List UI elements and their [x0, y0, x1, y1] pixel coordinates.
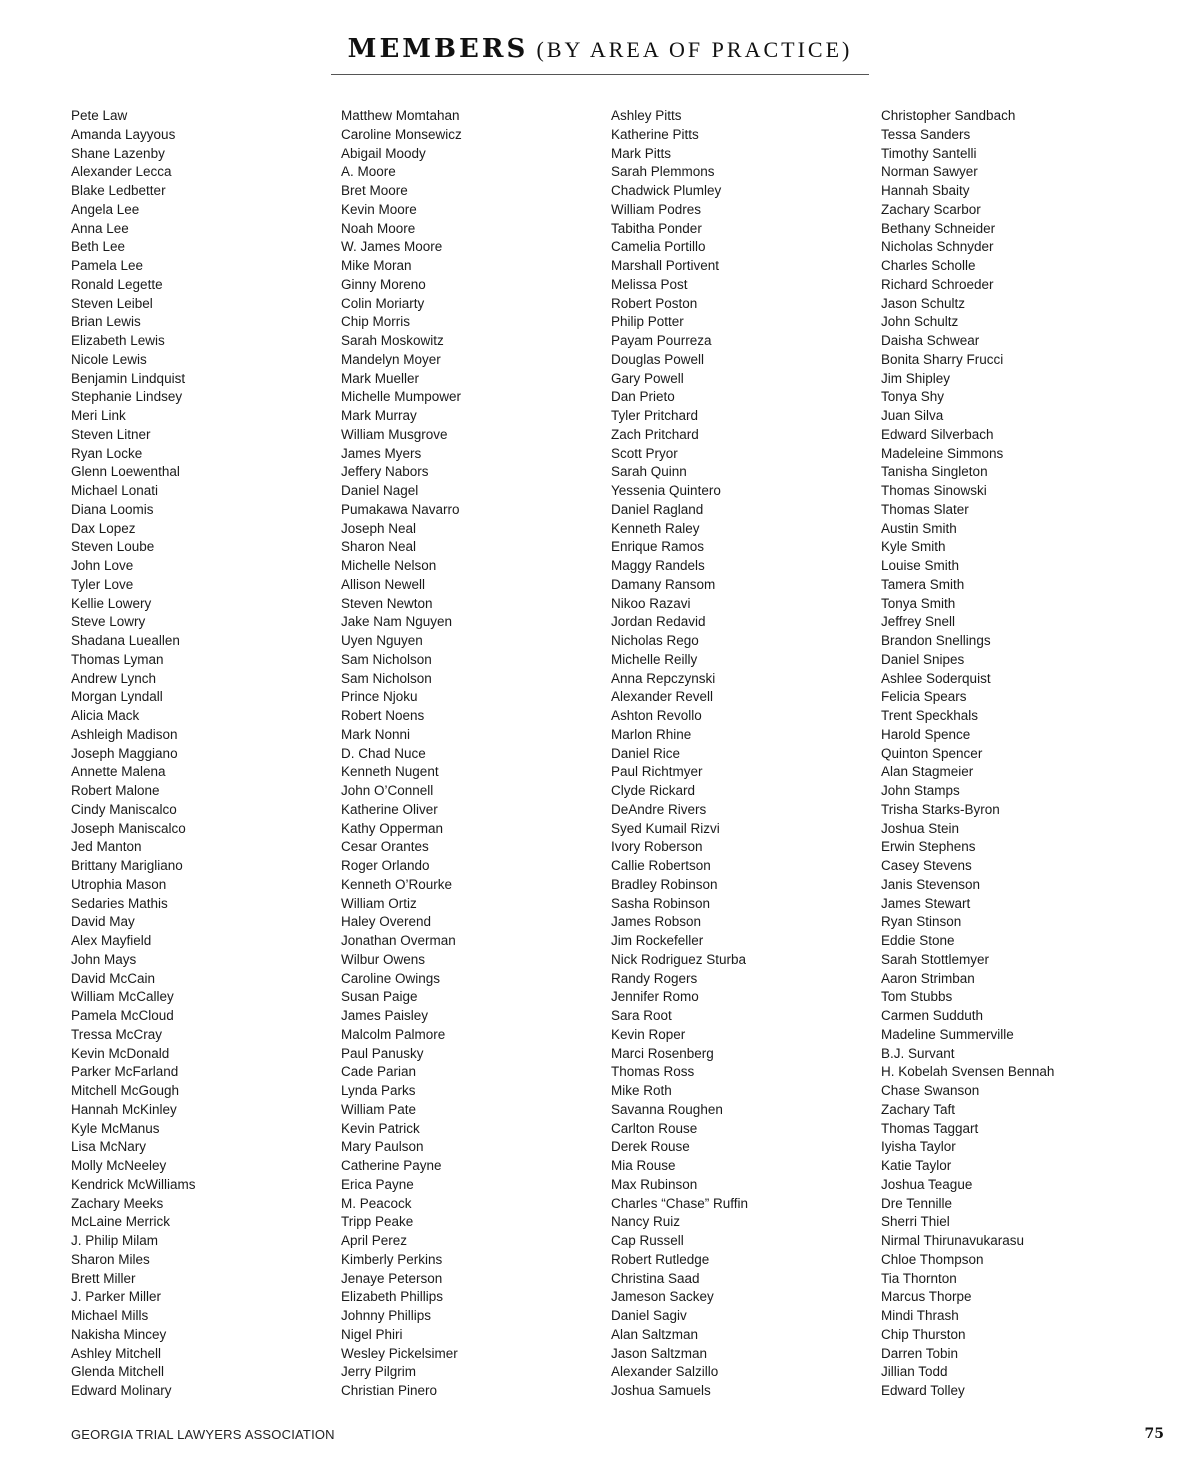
member-name: Chip Morris	[341, 314, 411, 330]
member-column-4	[881, 107, 1141, 1401]
member-name: Maggy Randels	[611, 558, 705, 573]
member-name: Sarah Plemmons	[611, 164, 715, 180]
member-name: Paul Panusky	[341, 1045, 424, 1061]
page-number: 75	[1144, 1426, 1164, 1442]
member-name: Cindy Maniscalco	[71, 801, 177, 817]
member-name: Alicia Mack	[71, 708, 140, 723]
footer-organization: GEORGIA TRIAL LAWYERS ASSOCIATION	[71, 1427, 335, 1442]
member-name: Joshua Stein	[881, 820, 960, 836]
member-name: Sam Nicholson	[341, 670, 432, 686]
member-name: William Ortiz	[341, 895, 417, 911]
member-name: Norman Sawyer	[881, 164, 978, 180]
member-name: Douglas Powell	[611, 351, 705, 367]
member-name: Caroline Monsewicz	[341, 126, 462, 142]
member-name: H. Kobelah Svensen Bennah	[881, 1064, 1055, 1080]
member-name: April Perez	[341, 1233, 408, 1248]
member-name: Alan Stagmeier	[881, 764, 974, 780]
member-column-2	[341, 107, 601, 1401]
member-name: Max Rubinson	[611, 1176, 698, 1192]
member-name: Ryan Stinson	[881, 914, 962, 930]
member-name: Zachary Meeks	[71, 1195, 164, 1211]
member-name: Madeline Summerville	[881, 1026, 1014, 1042]
member-name: Charles Scholle	[881, 258, 976, 273]
member-name: Marlon Rhine	[611, 726, 692, 742]
member-name: Payam Pourreza	[611, 333, 712, 348]
member-name: Tyler Love	[71, 576, 134, 592]
member-name: Christopher Sandbach	[881, 108, 1016, 123]
member-name: Sarah Stottlemyer	[881, 951, 990, 967]
member-name: Daniel Nagel	[341, 483, 419, 498]
member-name: Colin Moriarty	[341, 295, 425, 311]
member-name: Utrophia Mason	[71, 876, 167, 892]
member-name: Nicholas Rego	[611, 633, 699, 648]
member-name: Sharon Neal	[341, 539, 417, 555]
member-name: Mitchell McGough	[71, 1083, 180, 1098]
member-name: Tia Thornton	[881, 1270, 957, 1286]
member-name: Erwin Stephens	[881, 839, 976, 855]
title-divider	[331, 74, 869, 75]
member-name: James Robson	[611, 914, 702, 930]
member-name: Bethany Schneider	[881, 220, 996, 236]
member-name: Madeleine Simmons	[881, 445, 1004, 461]
member-name: Louise Smith	[881, 558, 960, 573]
member-name: Alexander Salzillo	[611, 1364, 719, 1380]
member-name: David May	[71, 914, 135, 930]
member-name: James Stewart	[881, 895, 971, 911]
member-name: Mark Murray	[341, 408, 417, 423]
member-name: Sedaries Mathis	[71, 895, 168, 911]
member-name: Ashleigh Madison	[71, 726, 178, 742]
member-name: Ryan Locke	[71, 445, 143, 461]
member-name: Robert Poston	[611, 295, 698, 311]
member-name: Thomas Taggart	[881, 1120, 979, 1136]
member-name: Dre Tennille	[881, 1195, 953, 1211]
member-name: Christina Saad	[611, 1270, 700, 1286]
member-name: Morgan Lyndall	[71, 689, 163, 705]
member-name: Kathy Opperman	[341, 820, 444, 836]
member-name: David McCain	[71, 970, 156, 986]
member-name: Ashton Revollo	[611, 708, 702, 723]
member-name: Jed Manton	[71, 839, 142, 855]
member-name: Pete Law	[71, 108, 128, 123]
member-name: Sara Root	[611, 1008, 672, 1023]
member-name: Jake Nam Nguyen	[341, 614, 453, 630]
member-name: Damany Ransom	[611, 576, 716, 592]
title-main: MEMBERS	[347, 34, 529, 64]
member-name: Mark Mueller	[341, 370, 420, 386]
member-name: Ginny Moreno	[341, 276, 426, 292]
member-name: Mia Rouse	[611, 1158, 676, 1173]
member-name: Andrew Lynch	[71, 670, 157, 686]
member-name: Jillian Todd	[881, 1364, 948, 1380]
member-name: Alexander Revell	[611, 689, 714, 705]
member-name: Iyisha Taylor	[881, 1139, 956, 1155]
member-name: Kenneth O’Rourke	[341, 876, 453, 892]
member-name: Daisha Schwear	[881, 333, 980, 348]
member-name: Tonya Smith	[881, 595, 956, 611]
member-name: Trent Speckhals	[881, 708, 979, 723]
member-name: Glenn Loewenthal	[71, 464, 180, 480]
member-name: Jameson Sackey	[611, 1289, 714, 1305]
member-name: Steven Litner	[71, 426, 151, 442]
member-name: Kevin Roper	[611, 1026, 686, 1042]
member-name: Alan Saltzman	[611, 1326, 699, 1342]
member-name: Blake Ledbetter	[71, 183, 166, 198]
member-name: Bret Moore	[341, 183, 408, 198]
member-name: Malcolm Palmore	[341, 1026, 446, 1042]
member-name: Mandelyn Moyer	[341, 351, 441, 367]
member-name: John O’Connell	[341, 783, 434, 798]
member-name: Susan Paige	[341, 989, 418, 1005]
member-name: Annette Malena	[71, 764, 166, 780]
member-name: Tyler Pritchard	[611, 408, 699, 423]
member-name: John Mays	[71, 951, 137, 967]
member-name: Steven Loube	[71, 539, 155, 555]
member-name: Zach Pritchard	[611, 426, 699, 442]
member-name: Anna Lee	[71, 220, 129, 236]
member-name: Mary Paulson	[341, 1139, 424, 1155]
member-name: Ashley Pitts	[611, 108, 682, 123]
member-name: Nicholas Schnyder	[881, 239, 994, 255]
member-name: Cap Russell	[611, 1233, 684, 1248]
member-name: Trisha Starks-Byron	[881, 801, 1000, 817]
member-name: William Podres	[611, 201, 702, 217]
member-name: Cesar Orantes	[341, 839, 429, 855]
member-name: Uyen Nguyen	[341, 633, 423, 648]
member-name: Tamera Smith	[881, 576, 965, 592]
member-name: D. Chad Nuce	[341, 745, 426, 761]
member-name: Ashlee Soderquist	[881, 670, 991, 686]
member-name: Sasha Robinson	[611, 895, 711, 911]
member-name: Jonathan Overman	[341, 933, 456, 948]
member-name: Scott Pryor	[611, 445, 678, 461]
member-name: Tom Stubbs	[881, 989, 953, 1005]
member-name: Quinton Spencer	[881, 745, 983, 761]
member-name: Darren Tobin	[881, 1345, 959, 1361]
member-name: Marci Rosenberg	[611, 1045, 714, 1061]
member-name: Michelle Reilly	[611, 651, 698, 667]
member-name: William Pate	[341, 1101, 417, 1117]
member-name: Christian Pinero	[341, 1383, 438, 1398]
member-name: Marshall Portivent	[611, 258, 720, 273]
member-name: Enrique Ramos	[611, 539, 705, 555]
member-name: Kimberly Perkins	[341, 1251, 443, 1267]
member-name: Eddie Stone	[881, 933, 955, 948]
member-name: Kendrick McWilliams	[71, 1176, 196, 1192]
member-name: Kyle Smith	[881, 539, 946, 555]
member-name: John Love	[71, 558, 134, 573]
member-name: Austin Smith	[881, 520, 957, 536]
member-name: Felicia Spears	[881, 689, 967, 705]
member-name: Carmen Sudduth	[881, 1008, 984, 1023]
member-name: Robert Malone	[71, 783, 160, 798]
member-name: Kenneth Raley	[611, 520, 700, 536]
member-name: Kenneth Nugent	[341, 764, 439, 780]
member-name: Nikoo Razavi	[611, 595, 691, 611]
member-name: Camelia Portillo	[611, 239, 706, 255]
member-name: Derek Rouse	[611, 1139, 690, 1155]
member-name: Daniel Snipes	[881, 651, 965, 667]
member-name: Ronald Legette	[71, 276, 163, 292]
member-name: Michael Mills	[71, 1308, 149, 1323]
member-name: Steven Leibel	[71, 295, 153, 311]
member-name: Sarah Quinn	[611, 464, 687, 480]
member-name: Kevin McDonald	[71, 1045, 170, 1061]
member-name: Benjamin Lindquist	[71, 370, 186, 386]
member-name: Parker McFarland	[71, 1064, 179, 1080]
member-name: Daniel Sagiv	[611, 1308, 687, 1323]
member-name: Shane Lazenby	[71, 145, 165, 161]
member-name: Kyle McManus	[71, 1120, 160, 1136]
member-name: Edward Tolley	[881, 1383, 965, 1398]
member-name: Jason Saltzman	[611, 1345, 708, 1361]
member-name: Joseph Maniscalco	[71, 820, 186, 836]
page-title	[0, 34, 1200, 64]
member-name: Angela Lee	[71, 201, 140, 217]
member-name: Tressa McCray	[71, 1026, 163, 1042]
member-name: Jenaye Peterson	[341, 1270, 443, 1286]
member-name: Sam Nicholson	[341, 651, 432, 667]
member-name: Michael Lonati	[71, 483, 159, 498]
member-name: B.J. Survant	[881, 1045, 955, 1061]
member-name: Alex Mayfield	[71, 933, 152, 948]
member-name: Hannah Sbaity	[881, 183, 970, 198]
member-name: Wesley Pickelsimer	[341, 1345, 458, 1361]
member-name: Philip Potter	[611, 314, 684, 330]
member-name: Yessenia Quintero	[611, 483, 721, 498]
member-name: Mike Moran	[341, 258, 412, 273]
member-name: Pumakawa Navarro	[341, 501, 460, 517]
member-name: Alexander Lecca	[71, 164, 172, 180]
member-name: James Myers	[341, 445, 422, 461]
member-name: Johnny Phillips	[341, 1308, 432, 1323]
member-name: Edward Molinary	[71, 1383, 172, 1398]
member-name: Ashley Mitchell	[71, 1345, 162, 1361]
member-name: DeAndre Rivers	[611, 801, 707, 817]
member-name: Pamela McCloud	[71, 1008, 174, 1023]
member-name: Nick Rodriguez Sturba	[611, 951, 747, 967]
member-name: Jeffrey Snell	[881, 614, 956, 630]
member-name: Daniel Rice	[611, 745, 681, 761]
member-name: Nicole Lewis	[71, 351, 147, 367]
member-name: Marcus Thorpe	[881, 1289, 972, 1305]
member-name: Katherine Pitts	[611, 126, 699, 142]
member-name: Paul Richtmyer	[611, 764, 703, 780]
member-name: Joshua Teague	[881, 1176, 973, 1192]
member-name: Shadana Lueallen	[71, 633, 180, 648]
member-column-3	[611, 107, 871, 1401]
member-name: Allison Newell	[341, 576, 426, 592]
member-name: Ivory Roberson	[611, 839, 703, 855]
member-name: Chloe Thompson	[881, 1251, 984, 1267]
member-name: Edward Silverbach	[881, 426, 994, 442]
member-name: Aaron Strimban	[881, 970, 975, 986]
member-name: Erica Payne	[341, 1176, 414, 1192]
member-name: Bradley Robinson	[611, 876, 718, 892]
member-name: Chase Swanson	[881, 1083, 980, 1098]
member-name: Michelle Mumpower	[341, 389, 462, 405]
member-name: William McCalley	[71, 989, 174, 1005]
member-name: Joseph Maggiano	[71, 745, 178, 761]
member-name: Mark Pitts	[611, 145, 672, 161]
member-name: Jennifer Romo	[611, 989, 699, 1005]
member-name: Chip Thurston	[881, 1326, 966, 1342]
member-name: Diana Loomis	[71, 501, 154, 517]
member-name: Tessa Sanders	[881, 126, 971, 142]
member-name: Jordan Redavid	[611, 614, 706, 630]
member-name: Tabitha Ponder	[611, 220, 702, 236]
member-name: Savanna Roughen	[611, 1101, 723, 1117]
member-name: Steve Lowry	[71, 614, 146, 630]
member-name: Jason Schultz	[881, 295, 966, 311]
member-name: Thomas Lyman	[71, 651, 164, 667]
member-name: Mindi Thrash	[881, 1308, 959, 1323]
member-name: Matthew Momtahan	[341, 108, 460, 123]
member-name: Glenda Mitchell	[71, 1364, 165, 1380]
member-name: Randy Rogers	[611, 970, 698, 986]
member-name: Melissa Post	[611, 276, 688, 292]
member-name: Bonita Sharry Frucci	[881, 351, 1004, 367]
member-name: Sarah Moskowitz	[341, 333, 444, 348]
member-name: Nirmal Thirunavukarasu	[881, 1233, 1025, 1248]
member-name: Beth Lee	[71, 239, 126, 255]
title-subtitle: (BY AREA OF PRACTICE)	[536, 37, 853, 62]
member-name: Catherine Payne	[341, 1158, 442, 1173]
member-name: Meri Link	[71, 408, 126, 423]
member-name: Prince Njoku	[341, 689, 418, 705]
member-name: Jim Shipley	[881, 370, 951, 386]
member-name: Steven Newton	[341, 595, 433, 611]
member-name: Elizabeth Phillips	[341, 1289, 444, 1305]
member-name: Robert Rutledge	[611, 1251, 710, 1267]
member-name: Thomas Ross	[611, 1064, 695, 1080]
member-name: Hannah McKinley	[71, 1101, 177, 1117]
member-name: Caroline Owings	[341, 970, 441, 986]
member-name: Dax Lopez	[71, 520, 136, 536]
member-name: Joshua Samuels	[611, 1383, 711, 1398]
member-name: Gary Powell	[611, 370, 684, 386]
member-name: Brittany Marigliano	[71, 858, 183, 873]
member-name: Juan Silva	[881, 408, 944, 423]
member-name: Nakisha Mincey	[71, 1326, 167, 1342]
member-name: Syed Kumail Rizvi	[611, 820, 720, 836]
member-name: Brandon Snellings	[881, 633, 991, 648]
member-name: Haley Overend	[341, 914, 432, 930]
member-name: W. James Moore	[341, 239, 443, 255]
member-name: Brett Miller	[71, 1270, 136, 1286]
member-name: Pamela Lee	[71, 258, 144, 273]
member-name: Thomas Slater	[881, 501, 969, 517]
member-name: Brian Lewis	[71, 314, 141, 330]
member-name: McLaine Merrick	[71, 1214, 171, 1230]
member-name: Zachary Scarbor	[881, 201, 981, 217]
member-name: Harold Spence	[881, 726, 971, 742]
member-name: Kellie Lowery	[71, 595, 152, 611]
member-name: J. Parker Miller	[71, 1289, 162, 1305]
member-name: Callie Robertson	[611, 858, 711, 873]
member-name: Amanda Layyous	[71, 126, 176, 142]
member-name: Dan Prieto	[611, 389, 675, 405]
member-name: Molly McNeeley	[71, 1158, 167, 1173]
member-name: Janis Stevenson	[881, 876, 981, 892]
member-name: Carlton Rouse	[611, 1120, 698, 1136]
member-name: John Schultz	[881, 314, 959, 330]
member-name: Nancy Ruiz	[611, 1214, 681, 1230]
member-name: Tripp Peake	[341, 1214, 414, 1230]
member-name: Nigel Phiri	[341, 1326, 403, 1342]
member-name: Anna Repczynski	[611, 670, 716, 686]
member-name: Mark Nonni	[341, 726, 411, 742]
member-name: Casey Stevens	[881, 858, 972, 873]
member-name: Daniel Ragland	[611, 501, 704, 517]
member-name: Jim Rockefeller	[611, 933, 704, 948]
member-name: Mike Roth	[611, 1083, 672, 1098]
member-name: Abigail Moody	[341, 145, 426, 161]
member-name: Katie Taylor	[881, 1158, 952, 1173]
member-name: Zachary Taft	[881, 1101, 956, 1117]
member-name: Thomas Sinowski	[881, 483, 987, 498]
member-name: John Stamps	[881, 783, 960, 798]
member-name: Kevin Patrick	[341, 1120, 420, 1136]
member-name: Sherri Thiel	[881, 1214, 950, 1230]
member-name: Lynda Parks	[341, 1083, 416, 1098]
page-header	[0, 34, 1200, 64]
member-name: Joseph Neal	[341, 520, 417, 536]
member-name: Timothy Santelli	[881, 145, 977, 161]
member-name: Stephanie Lindsey	[71, 389, 183, 405]
member-name: Cade Parian	[341, 1064, 417, 1080]
member-name: Elizabeth Lewis	[71, 333, 165, 348]
member-name: Michelle Nelson	[341, 558, 437, 573]
member-name: Charles “Chase” Ruffin	[611, 1195, 749, 1211]
member-name: M. Peacock	[341, 1195, 412, 1211]
member-name: Roger Orlando	[341, 858, 430, 873]
member-name: A. Moore	[341, 164, 396, 180]
member-name: J. Philip Milam	[71, 1233, 159, 1248]
member-name: Tanisha Singleton	[881, 464, 988, 480]
member-name: James Paisley	[341, 1008, 429, 1023]
member-name: Jeffery Nabors	[341, 464, 429, 480]
member-name: Clyde Rickard	[611, 783, 696, 798]
member-name: Noah Moore	[341, 220, 416, 236]
member-name: Wilbur Owens	[341, 951, 426, 967]
member-name: William Musgrove	[341, 426, 448, 442]
member-name: Lisa McNary	[71, 1139, 147, 1155]
member-name: Chadwick Plumley	[611, 183, 722, 198]
member-name: Katherine Oliver	[341, 801, 438, 817]
member-name: Richard Schroeder	[881, 276, 994, 292]
member-name: Tonya Shy	[881, 389, 945, 405]
member-name: Sharon Miles	[71, 1251, 150, 1267]
member-name: Robert Noens	[341, 708, 425, 723]
member-column-1	[71, 107, 331, 1401]
member-name: Kevin Moore	[341, 201, 417, 217]
member-name: Jerry Pilgrim	[341, 1364, 417, 1380]
